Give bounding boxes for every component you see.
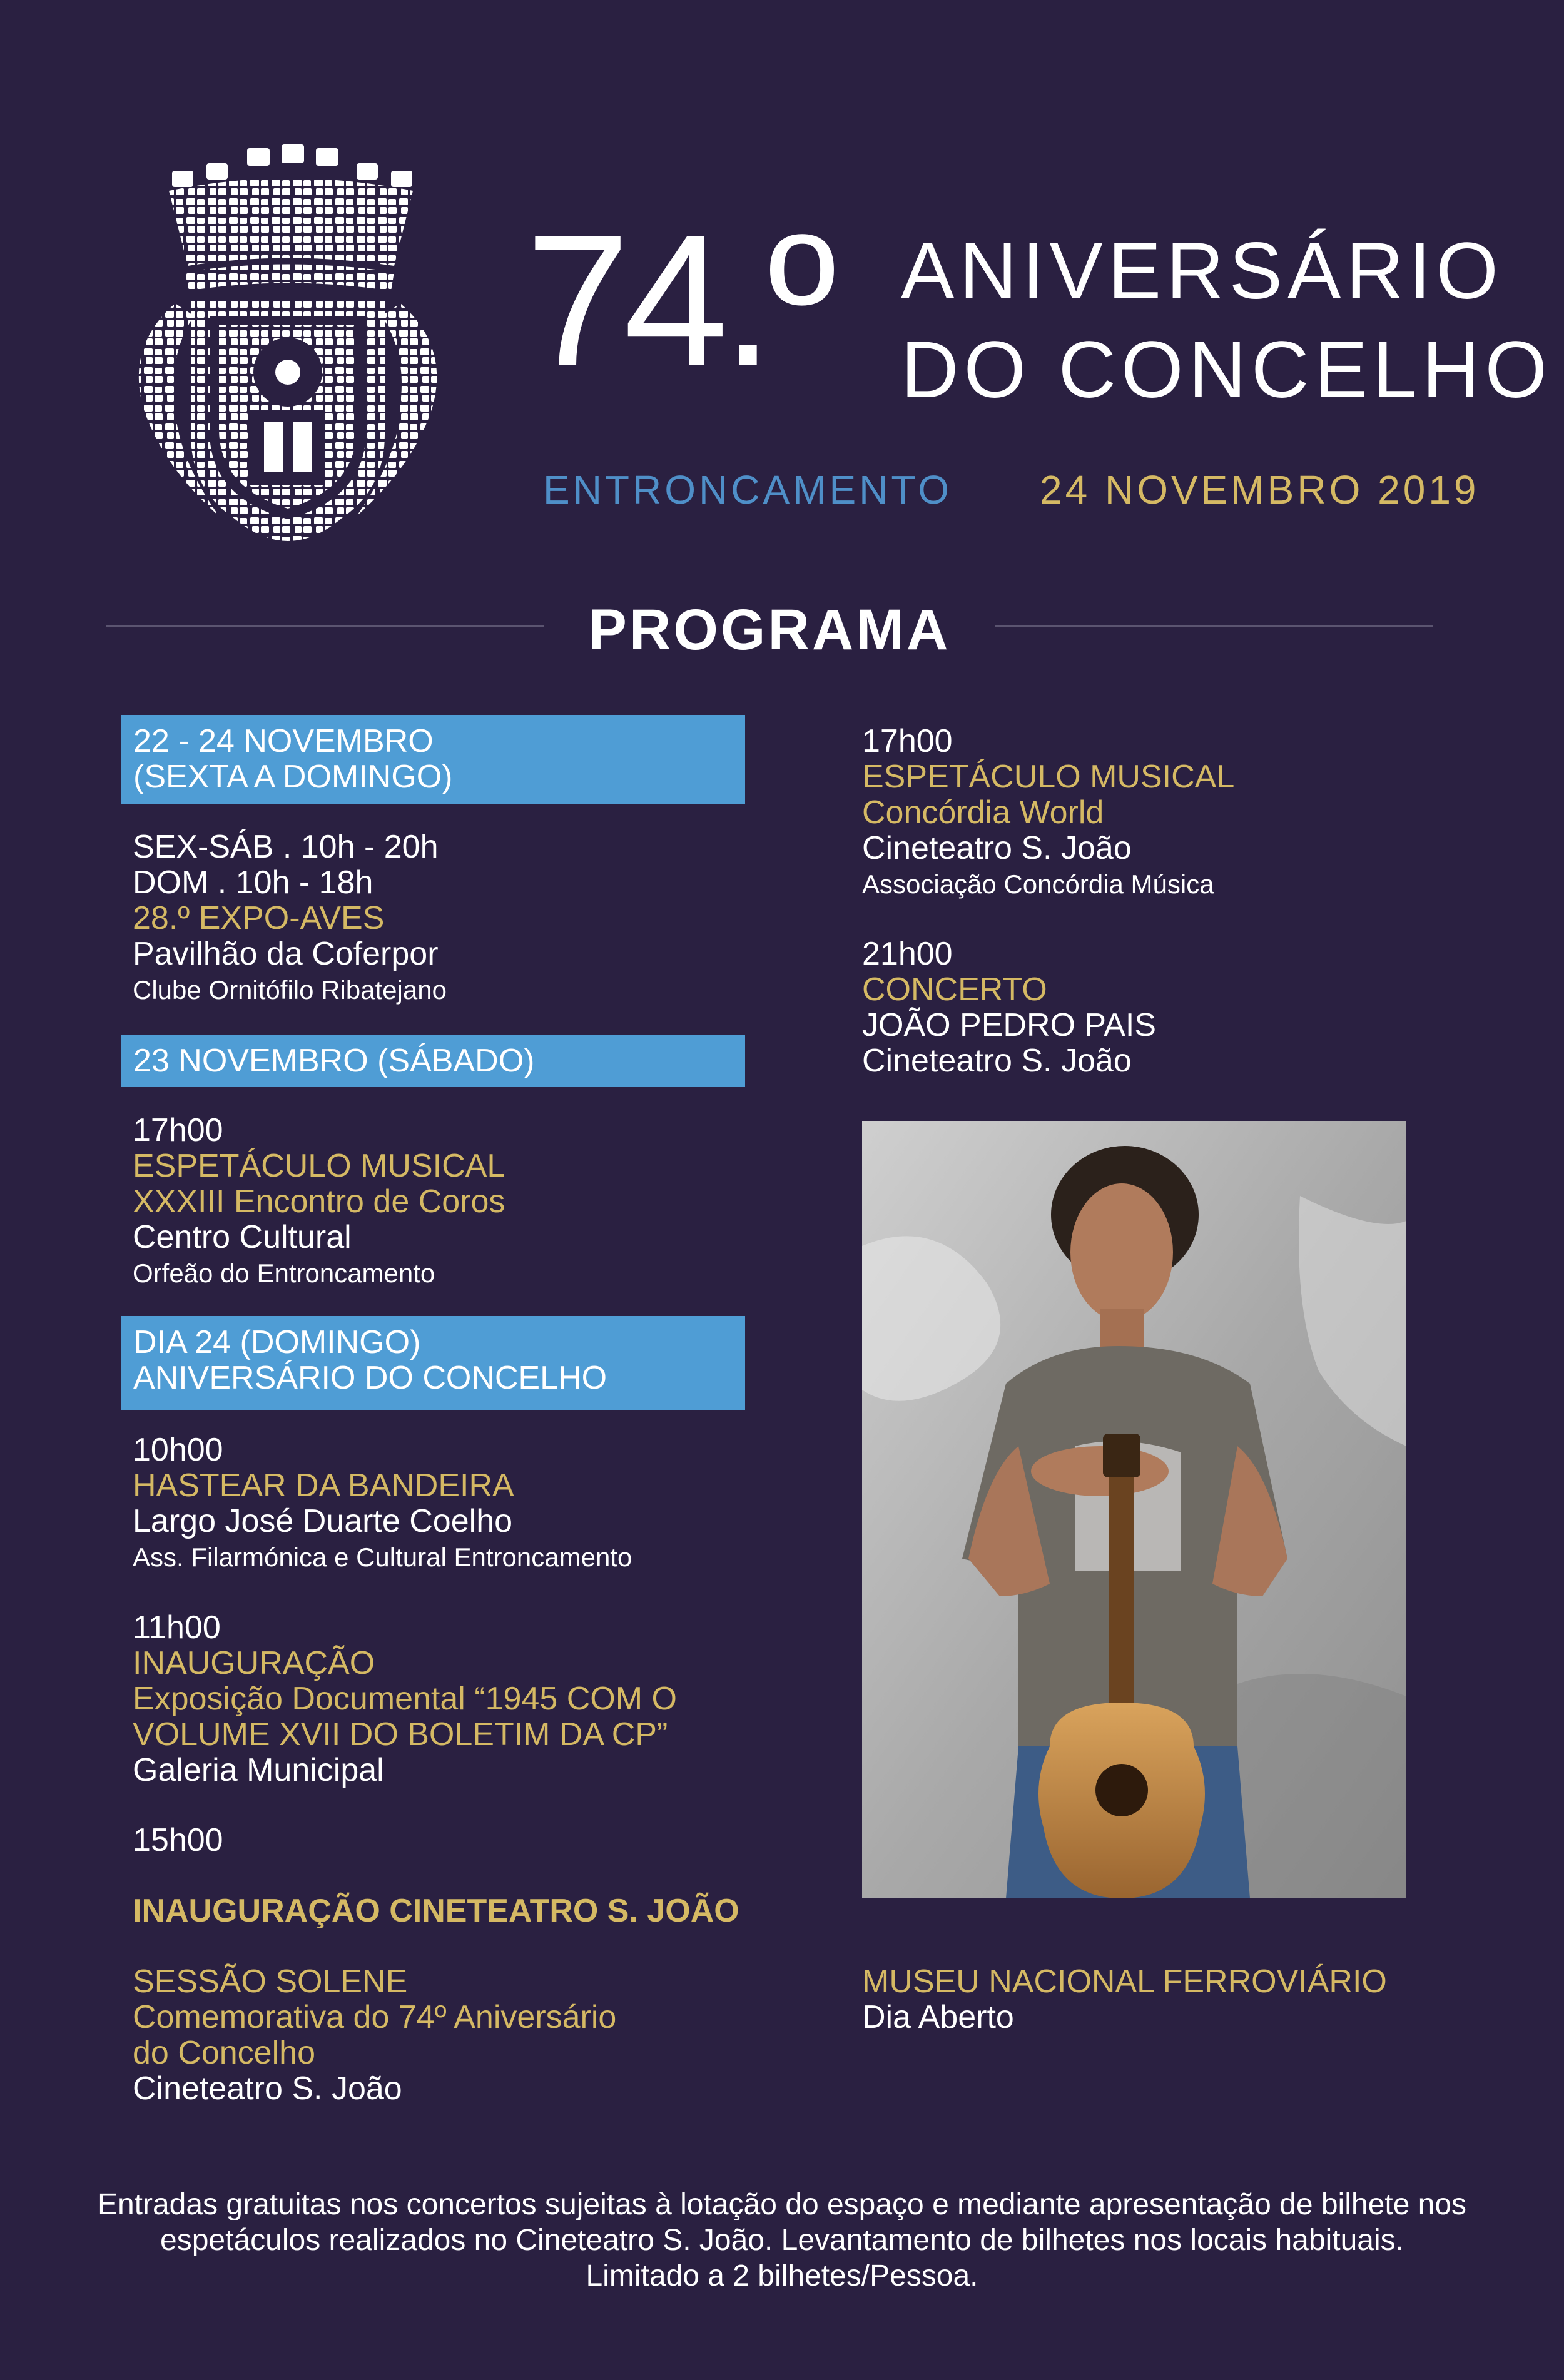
hastear-event — [133, 1432, 727, 1575]
event-venue: Cineteatro S. João — [862, 1043, 1132, 1079]
programa-heading: PROGRAMA — [588, 598, 951, 662]
event-venue: Largo José Duarte Coelho — [133, 1503, 513, 1539]
date-band-23-november — [121, 1035, 745, 1087]
event-time: 10h00 — [133, 1432, 223, 1468]
city-name: ENTRONCAMENTO — [543, 467, 953, 512]
band-line: (SEXTA A DOMINGO) — [133, 759, 453, 795]
event-title: INAUGURAÇÃO CINETEATRO S. JOÃO — [133, 1893, 739, 1929]
anniversary-title-line1: ANIVERSÁRIO — [901, 226, 1503, 316]
sessao-solene-event — [133, 1964, 727, 2107]
anniversary-number: 74.º — [526, 195, 830, 405]
event-subtitle: Exposição Documental “1945 COM O — [133, 1681, 677, 1717]
concordia-event — [862, 724, 1488, 902]
event-venue: Galeria Municipal — [133, 1752, 384, 1788]
footer-line: Limitado a 2 bilhetes/Pessoa. — [586, 2259, 978, 2292]
event-time: 11h00 — [133, 1609, 221, 1646]
date-band-22-24-november — [121, 715, 745, 804]
event-date: 24 NOVEMBRO 2019 — [1040, 467, 1480, 512]
band-line: DIA 24 (DOMINGO) — [133, 1324, 421, 1360]
municipal-crest-logo — [100, 141, 475, 566]
event-time: DOM . 10h - 18h — [133, 864, 373, 901]
concerto-event — [862, 936, 1488, 1079]
event-subtitle: XXXIII Encontro de Coros — [133, 1183, 505, 1220]
expo-aves-event — [133, 829, 727, 1008]
event-title: INAUGURAÇÃO — [133, 1645, 375, 1681]
anniversary-title-line2: DO CONCELHO — [901, 325, 1552, 415]
event-subtitle: do Concelho — [133, 2035, 315, 2071]
event-artist: JOÃO PEDRO PAIS — [862, 1007, 1157, 1043]
event-time: 21h00 — [862, 936, 953, 972]
event-title: ESPETÁCULO MUSICAL — [862, 759, 1235, 795]
band-line: ANIVERSÁRIO DO CONCELHO — [133, 1360, 607, 1396]
event-time: 17h00 — [862, 723, 953, 759]
anniversary-title — [901, 222, 1552, 420]
event-title: ESPETÁCULO MUSICAL — [133, 1148, 505, 1184]
event-subtitle: VOLUME XVII DO BOLETIM DA CP” — [133, 1716, 668, 1753]
event-venue: Centro Cultural — [133, 1219, 352, 1255]
band-line: 22 - 24 NOVEMBRO — [133, 723, 434, 759]
event-organizer: Ass. Filarmónica e Cultural Entroncamento — [133, 1542, 632, 1572]
event-subtitle: Comemorativa do 74º Aniversário — [133, 1999, 617, 2035]
event-subtitle: Concórdia World — [862, 794, 1104, 831]
footer-line: espetáculos realizados no Cineteatro S. João. Levantamento de bilhetes nos locais habituais. — [160, 2224, 1404, 2257]
event-title: 28.º EXPO-AVES — [133, 900, 385, 936]
date-band-24-november — [121, 1316, 745, 1410]
event-venue: Cineteatro S. João — [862, 830, 1132, 866]
event-organizer: Clube Ornitófilo Ribatejano — [133, 975, 447, 1005]
event-time: 15h00 — [133, 1822, 223, 1858]
footer-note — [0, 2187, 1564, 2294]
cineteatro-inauguration-event — [133, 1823, 727, 1858]
event-title: MUSEU NACIONAL FERROVIÁRIO — [862, 1963, 1387, 2000]
event-venue: Pavilhão da Coferpor — [133, 936, 439, 972]
event-time: SEX-SÁB . 10h - 20h — [133, 829, 439, 865]
inauguracao-exposicao-event — [133, 1610, 727, 1788]
event-title: CONCERTO — [862, 971, 1047, 1008]
event-organizer: Orfeão do Entroncamento — [133, 1258, 435, 1288]
event-title: SESSÃO SOLENE — [133, 1963, 408, 2000]
cineteatro-inauguration-title-block — [133, 1893, 739, 1929]
event-organizer: Associação Concórdia Música — [862, 869, 1214, 899]
event-time: 17h00 — [133, 1112, 223, 1148]
artist-photo — [862, 1121, 1406, 1898]
event-detail: Dia Aberto — [862, 1999, 1014, 2035]
event-title: HASTEAR DA BANDEIRA — [133, 1467, 514, 1504]
coros-event — [133, 1113, 727, 1291]
footer-line: Entradas gratuitas nos concertos sujeitas à lotação do espaço e mediante apresentação de bilhete nos — [97, 2188, 1467, 2221]
museu-ferroviario-event — [862, 1964, 1488, 2035]
event-venue: Cineteatro S. João — [133, 2070, 402, 2107]
band-line: 23 NOVEMBRO (SÁBADO) — [133, 1043, 535, 1079]
